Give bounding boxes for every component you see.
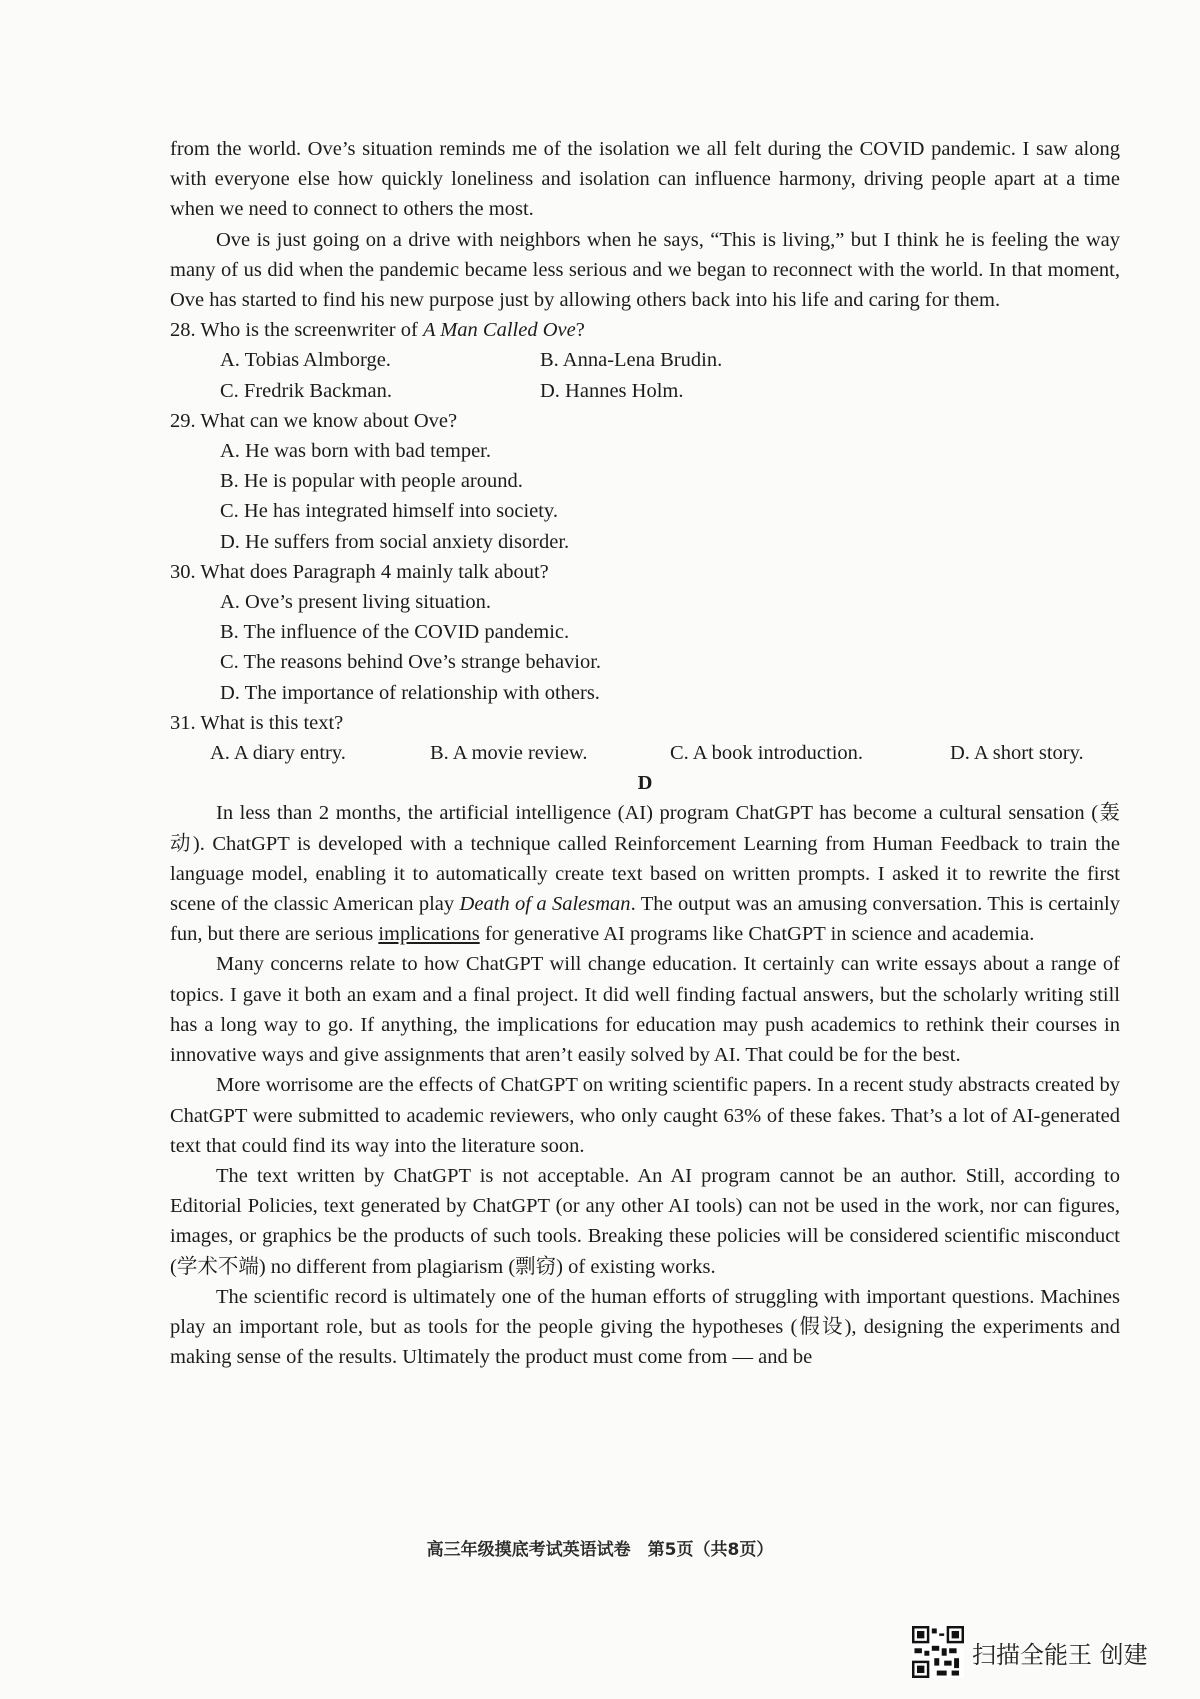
- book-title: A Man Called Ove: [422, 319, 576, 342]
- option-c: C. A book introduction.: [670, 742, 864, 765]
- passage-d-paragraph: Many concerns relate to how ChatGPT will change education. It certainly can write essays about a range of topics. I gave it both an exam and a final project. It did well finding factual answers, but the scholarly writing still has a long way to go. If anything, the implications for education may push academics to rethink their courses in innovative ways and give assignments that aren’t easily solved by AI. That could be for the best.: [170, 953, 1120, 1067]
- option-b: B. Anna-Lena Brudin.: [540, 349, 723, 372]
- section-heading-d: D: [637, 772, 653, 795]
- option-c: C. He has integrated himself into society.: [220, 500, 558, 523]
- exam-page: [170, 134, 1120, 1372]
- passage-d-paragraph: In less than 2 months, the artificial intelligence (AI) program ChatGPT has become a cultural sensation (轰动). ChatGPT is developed with a technique called Reinforcement Learning from Human Feedback to train the language model, enabling it to automatically create text based on written prompts. I asked it to rewrite the first scene of the classic American play Death of a Salesman. The output was an amusing conversation. This is certainly fun, but there are serious implications for generative AI programs like ChatGPT in science and academia.: [170, 802, 1121, 946]
- question-30: [170, 557, 1120, 708]
- page-footer: 高三年级摸底考试英语试卷 第5页（共8页）: [426, 1540, 774, 1560]
- play-title: Death of a Salesman: [459, 893, 631, 916]
- question-stem: 28. Who is the screenwriter of A Man Called Ove?: [170, 319, 585, 342]
- option-d: D. He suffers from social anxiety disorder.: [220, 530, 570, 553]
- option-row: [220, 376, 1120, 406]
- question-stem: 30. What does Paragraph 4 mainly talk about?: [170, 560, 549, 583]
- option-a: A. He was born with bad temper.: [220, 440, 491, 463]
- option-a: A. A diary entry.: [210, 742, 346, 765]
- passage-c-paragraph: from the world. Ove’s situation reminds me of the isolation we all felt during the COVID pandemic. I saw along with everyone else how quickly loneliness and isolation can influence harmony, driving people apart at a time when we need to connect to others the most.: [170, 138, 1120, 221]
- option-a: A. Tobias Almborge.: [220, 349, 391, 372]
- question-stem: 31. What is this text?: [170, 711, 344, 734]
- option-b: B. The influence of the COVID pandemic.: [220, 621, 570, 644]
- passage-d-paragraph: The text written by ChatGPT is not acceptable. An AI program cannot be an author. Still, according to Editorial Policies, text generated by ChatGPT (or any other AI tools) can not be used in the work, nor can figures, images, or graphics be the products of such tools. Breaking these policies will be considered scientific misconduct (学术不端) no different from plagiarism (剽窃) of existing works.: [170, 1164, 1120, 1278]
- option-d: D. The importance of relationship with others.: [220, 681, 600, 704]
- question-stem: 29. What can we know about Ove?: [170, 409, 458, 432]
- passage-d-paragraph: More worrisome are the effects of ChatGPT on writing scientific papers. In a recent study abstracts created by ChatGPT were submitted to academic reviewers, who only caught 63% of these fakes. That’s a lot of AI-generated text that could find its way into the literature soon.: [170, 1074, 1120, 1157]
- qr-code-icon: [912, 1626, 964, 1678]
- option-d: D. A short story.: [950, 742, 1084, 765]
- option-row: [210, 738, 1120, 768]
- option-b: B. He is popular with people around.: [220, 470, 523, 493]
- passage-c-paragraph: Ove is just going on a drive with neighbors when he says, “This is living,” but I think he is feeling the way many of us did when the pandemic became less serious and we began to reconnect with the world. In that moment, Ove has started to find his new purpose just by allowing others back into his life and caring for them.: [170, 228, 1120, 312]
- passage-d-paragraph: The scientific record is ultimately one of the human efforts of struggling with important questions. Machines play an important role, but as tools for the people giving the hypotheses (假设), designing the experiments and making sense of the results. Ultimately the product must come from — and be: [170, 1285, 1120, 1369]
- option-b: B. A movie review.: [430, 742, 588, 765]
- option-d: D. Hannes Holm.: [540, 379, 684, 402]
- watermark-text: 扫描全能王 创建: [972, 1640, 1148, 1669]
- option-c: C. Fredrik Backman.: [220, 379, 392, 402]
- option-a: A. Ove’s present living situation.: [220, 591, 492, 614]
- option-row: [220, 345, 1120, 375]
- underlined-word: implications: [378, 923, 480, 946]
- question-28: [170, 315, 1120, 406]
- question-29: [170, 406, 1120, 557]
- question-31: [170, 708, 1120, 768]
- option-c: C. The reasons behind Ove’s strange behavior.: [220, 651, 602, 674]
- scanner-watermark: [912, 1626, 1148, 1678]
